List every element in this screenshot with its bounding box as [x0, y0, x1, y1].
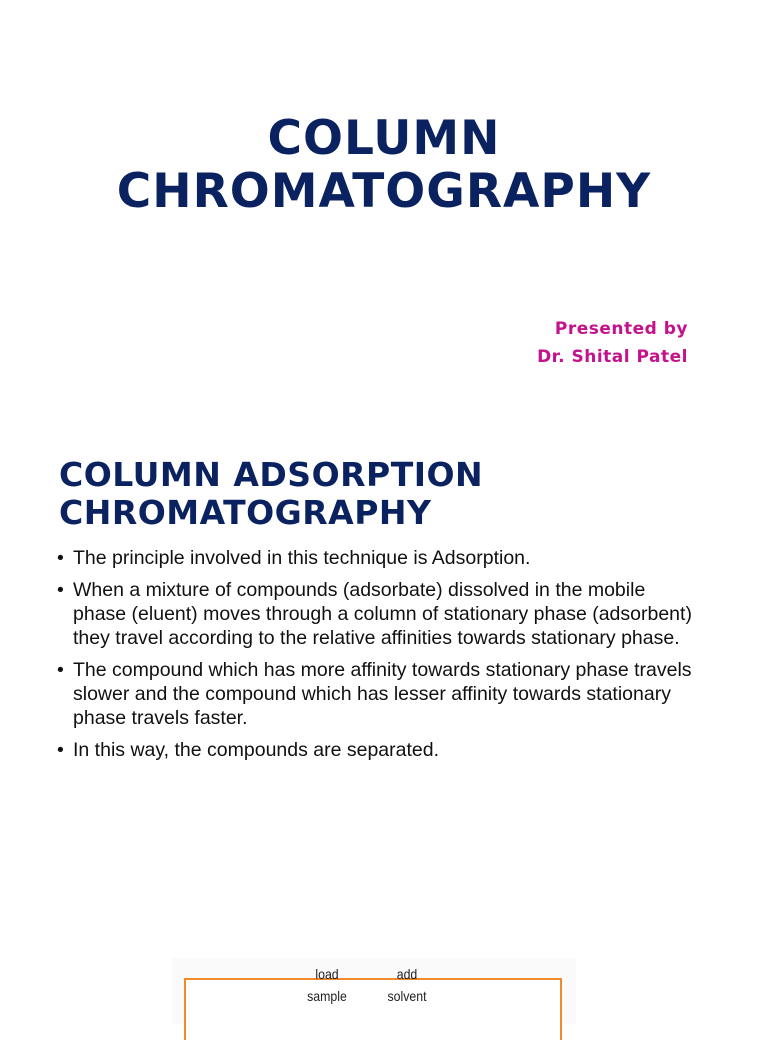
presenter-name: Dr. Shital Patel: [537, 347, 688, 367]
slide-title-line-1: COLUMN: [267, 111, 501, 166]
slide-heading: [59, 456, 483, 532]
bullet-item: • The compound which has more affinity towards stationary phase travels slower and the compound which has lesser affinity towards stationary phase travels faster.: [57, 658, 697, 730]
column-diagram: [172, 958, 576, 1024]
slide-title: [0, 112, 768, 218]
load-sample-label: [292, 963, 362, 1007]
add-label-line-1: add: [396, 966, 418, 982]
add-label-line-2: solvent: [387, 988, 427, 1004]
slide-heading-line-1: COLUMN ADSORPTION: [59, 455, 484, 494]
bullet-item: • When a mixture of compounds (adsorbate) dissolved in the mobile phase (eluent) moves through a column of stationary phase (adsorbent) they travel according to the relative affinities towards stationary phase.: [57, 578, 697, 650]
content-slide: [0, 420, 768, 1024]
load-label-line-2: sample: [307, 988, 347, 1004]
bullet-item: • In this way, the compounds are separated.: [57, 738, 697, 762]
load-label-line-1: load: [315, 966, 339, 982]
bullet-item: • The principle involved in this technique is Adsorption.: [57, 546, 697, 570]
presented-by-label: Presented by: [554, 319, 688, 339]
title-slide: [0, 0, 768, 420]
presenter-credit: [537, 315, 688, 371]
slide-title-line-2: CHROMATOGRAPHY: [116, 164, 652, 219]
bullet-list: [57, 546, 697, 770]
slide-heading-line-2: CHROMATOGRAPHY: [59, 493, 432, 532]
add-solvent-label: [372, 963, 442, 1007]
